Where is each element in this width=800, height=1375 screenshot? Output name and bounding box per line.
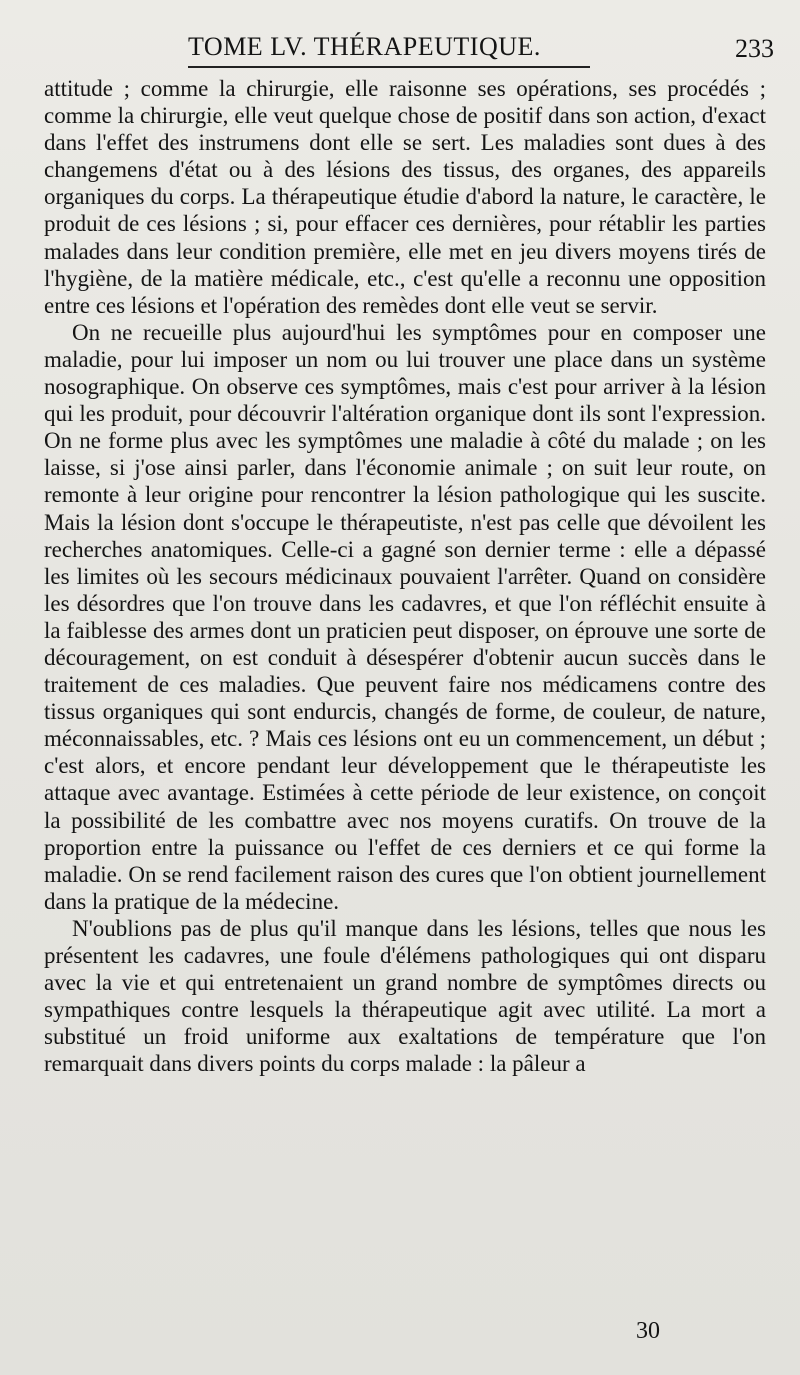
body-text xyxy=(44,75,766,1077)
header-rule xyxy=(188,66,590,68)
running-title: TOME LV. THÉRAPEUTIQUE. xyxy=(188,32,541,61)
paragraph-lesions-cadavres: N'oublions pas de plus qu'il manque dans les lésions, telles que nous les présentent les cadavres, une foule d'élémens pathologiques qui ont disparu avec la vie et qui entretenaient un grand nombre de symptômes directs ou sympathiques contre lesquels la thérapeutique agit avec utilité. La mort a substitué un froid uniforme aux exaltations de température que l'on remarquait dans divers points du corps malade : la pâleur a xyxy=(44,915,766,1077)
page-number: 233 xyxy=(735,34,774,63)
running-header xyxy=(0,32,800,72)
printer-signature-mark: 30 xyxy=(636,1318,660,1344)
paragraph-symptomes: On ne recueille plus aujourd'hui les symptômes pour en composer une maladie, pour lui imposer un nom ou lui trouver une place dans un système nosographique. On observe ces symptômes, mais c'est pour arriver à la lésion qui les produit, pour découvrir l'altération organique dont ils sont l'expression. On ne forme plus avec les symptômes une maladie à côté du malade ; on les laisse, si j'ose ainsi parler, dans l'économie animale ; on suit leur route, on remonte à leur origine pour rencontrer la lésion pathologique qui les suscite. Mais la lésion dont s'occupe le thérapeutiste, n'est pas celle que dévoilent les recherches anatomiques. Celle-ci a gagné son dernier terme : elle a dépassé les limites où les secours médicinaux pouvaient l'arrêter. Quand on considère les désordres que l'on trouve dans les cadavres, et que l'on réfléchit ensuite à la faiblesse des armes dont un praticien peut disposer, on éprouve une sorte de découragement, on est conduit à désespérer d'obtenir aucun succès dans le traitement de ces maladies. Que peuvent faire nos médicamens contre des tissus organiques qui sont endurcis, changés de forme, de couleur, de nature, méconnaissables, etc. ? Mais ces lésions ont eu un commencement, un début ; c'est alors, et encore pendant leur développement que le thérapeutiste les attaque avec avantage. Estimées à cette période de leur existence, on conçoit la possibilité de les combattre avec nos moyens curatifs. On trouve de la proportion entre la puissance ou l'effet de ces derniers et ce qui forme la maladie. On se rend facilement raison des cures que l'on obtient journellement dans la pratique de la médecine. xyxy=(44,319,766,914)
paragraph-continuation: attitude ; comme la chirurgie, elle raisonne ses opérations, ses procédés ; comme la chirurgie, elle veut quelque chose de positif dans son action, d'exact dans l'effet des instrumens dont elle se sert. Les maladies sont dues à des changemens d'état ou à des lésions des tissus, des organes, des appareils organiques du corps. La thérapeutique étudie d'abord la nature, le caractère, le produit de ces lésions ; si, pour effacer ces dernières, pour rétablir les parties malades dans leur condition première, elle met en jeu divers moyens tirés de l'hygiène, de la matière médicale, etc., c'est qu'elle a reconnu une opposition entre ces lésions et l'opération des remèdes dont elle veut se servir. xyxy=(44,76,766,318)
